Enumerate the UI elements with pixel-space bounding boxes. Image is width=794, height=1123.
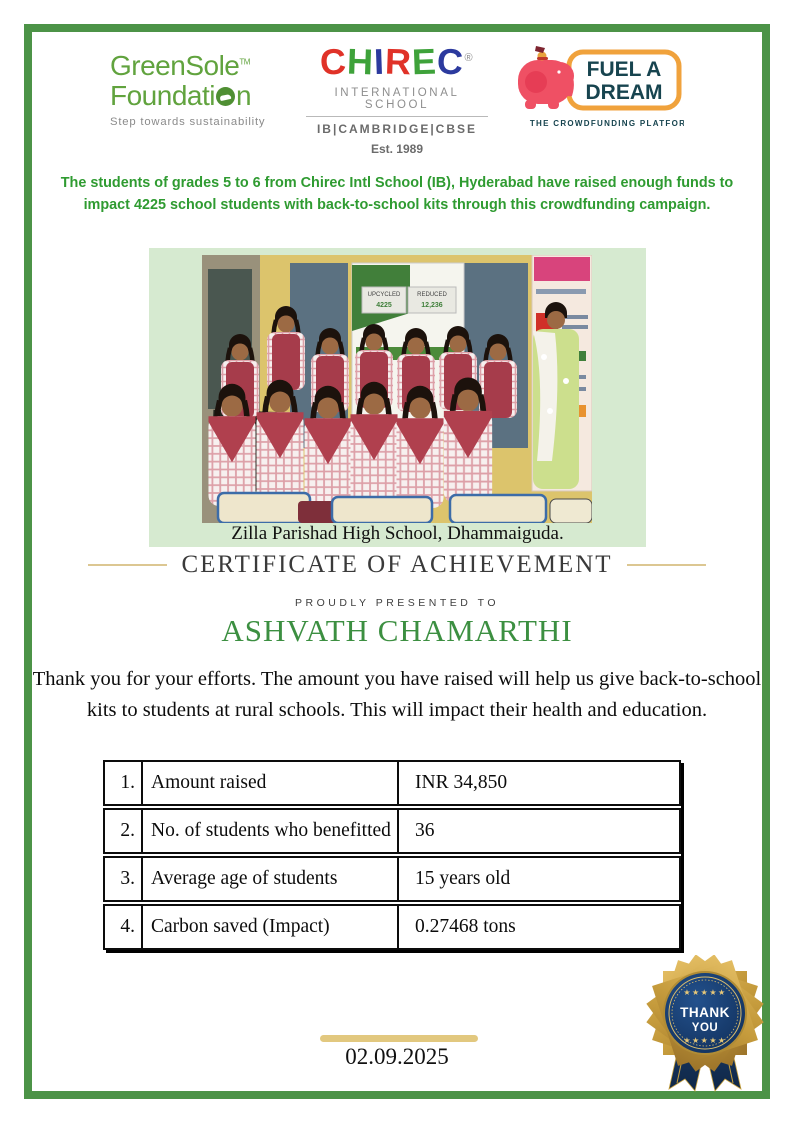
banner-col1-label: UPCYCLED (367, 292, 401, 298)
chirec-letter: I (373, 40, 387, 83)
row-number: 2. (105, 810, 143, 852)
chirec-boards: IB|CAMBRIDGE|CBSE (316, 122, 478, 136)
chirec-established: Est. 1989 (370, 142, 424, 156)
intro-text: The students of grades 5 to 6 from Chirec Intl School (IB), Hyderabad have raised enough funds to impact 4225 school students with back-to-school kits through this crowdfunding campaign. (60, 175, 734, 214)
greensole-line2 (110, 82, 282, 110)
badge-graphic (643, 955, 768, 1095)
chirec-letter: C (436, 40, 466, 83)
fad-line2: DREAM (585, 81, 663, 104)
greensole-foundation-logo (110, 44, 282, 128)
row-value: INR 34,850 (397, 762, 679, 804)
fad-tagline: THE CROWDFUNDING PLATFORM (529, 119, 684, 128)
title-rule-left (88, 564, 167, 566)
photo-panel (149, 248, 646, 547)
row-value: 36 (397, 810, 679, 852)
table-row (103, 760, 681, 806)
row-number: 4. (105, 906, 143, 948)
teacher-figure (533, 302, 579, 489)
impact-table (103, 760, 681, 950)
thank-you-badge (643, 955, 768, 1095)
badge-line2: YOU (691, 1022, 719, 1034)
elephant-piggybank-icon (518, 46, 574, 109)
intro-section (40, 172, 754, 217)
date-rule (320, 1035, 478, 1042)
date-text: 02.09.2025 (345, 1044, 449, 1069)
table-row (103, 808, 681, 854)
badge-stars-bottom: ★★★★★ (683, 1036, 727, 1045)
fuel-a-dream-graphic (512, 44, 684, 136)
chirec-letter: E (411, 40, 439, 83)
row-label: No. of students who benefitted (151, 820, 391, 841)
table-row (103, 856, 681, 902)
photo-caption: Zilla Parishad High School, Dhammaiguda. (231, 523, 564, 544)
greensole-line2-a: F (110, 80, 127, 111)
logo-row (110, 40, 684, 156)
row-value: 0.27468 tons (397, 906, 679, 948)
greensole-tagline: Step towards sustainability (110, 116, 266, 128)
title-rule-right (627, 564, 706, 566)
banner-col2-label: REDUCED (417, 292, 447, 298)
banner-col2-value: 12,236 (421, 302, 443, 309)
row-value: 15 years old (397, 858, 679, 900)
school-kit-bags (218, 493, 592, 523)
fad-line1: FUEL A (586, 58, 662, 81)
table-row (103, 904, 681, 950)
chirec-school-logo (306, 40, 488, 156)
certificate-title: CERTIFICATE OF ACHIEVEMENT (181, 551, 613, 578)
badge-line1: THANK (680, 1005, 730, 1020)
chirec-letter: R (384, 40, 414, 83)
badge-stars-top: ★★★★★ (683, 988, 727, 997)
school-group-photo (202, 255, 592, 523)
certificate-title-row (88, 551, 706, 579)
shoe-icon (216, 87, 235, 106)
trademark-symbol: TM (239, 57, 250, 67)
row-label: Amount raised (151, 772, 267, 793)
greensole-line1: GreenSole (110, 50, 240, 81)
row-label: Average age of students (151, 868, 338, 889)
chirec-wordmark (306, 40, 488, 83)
presented-label: PROUDLY PRESENTED TO (294, 597, 499, 609)
row-label: Carbon saved (Impact) (151, 916, 330, 937)
chirec-subtitle: INTERNATIONAL SCHOOL (306, 87, 488, 117)
greensole-line2-c: n (235, 80, 252, 111)
greensole-line2-b: oundati (126, 80, 215, 111)
row-number: 3. (105, 858, 143, 900)
chirec-letter: H (346, 40, 376, 83)
thank-you-message: Thank you for your efforts. The amount you have raised will help us give back-to-school kits to students at rural schools. This will impact their health and education. (32, 668, 762, 721)
registered-symbol: ® (464, 52, 474, 64)
chirec-letter: C (319, 40, 349, 83)
row-number: 1. (105, 762, 143, 804)
banner-col1-value: 4225 (376, 302, 392, 309)
fuel-a-dream-logo (512, 44, 684, 141)
greensole-wordmark (110, 52, 282, 80)
recipient-name: ASHVATH CHAMARTHI (221, 613, 573, 648)
